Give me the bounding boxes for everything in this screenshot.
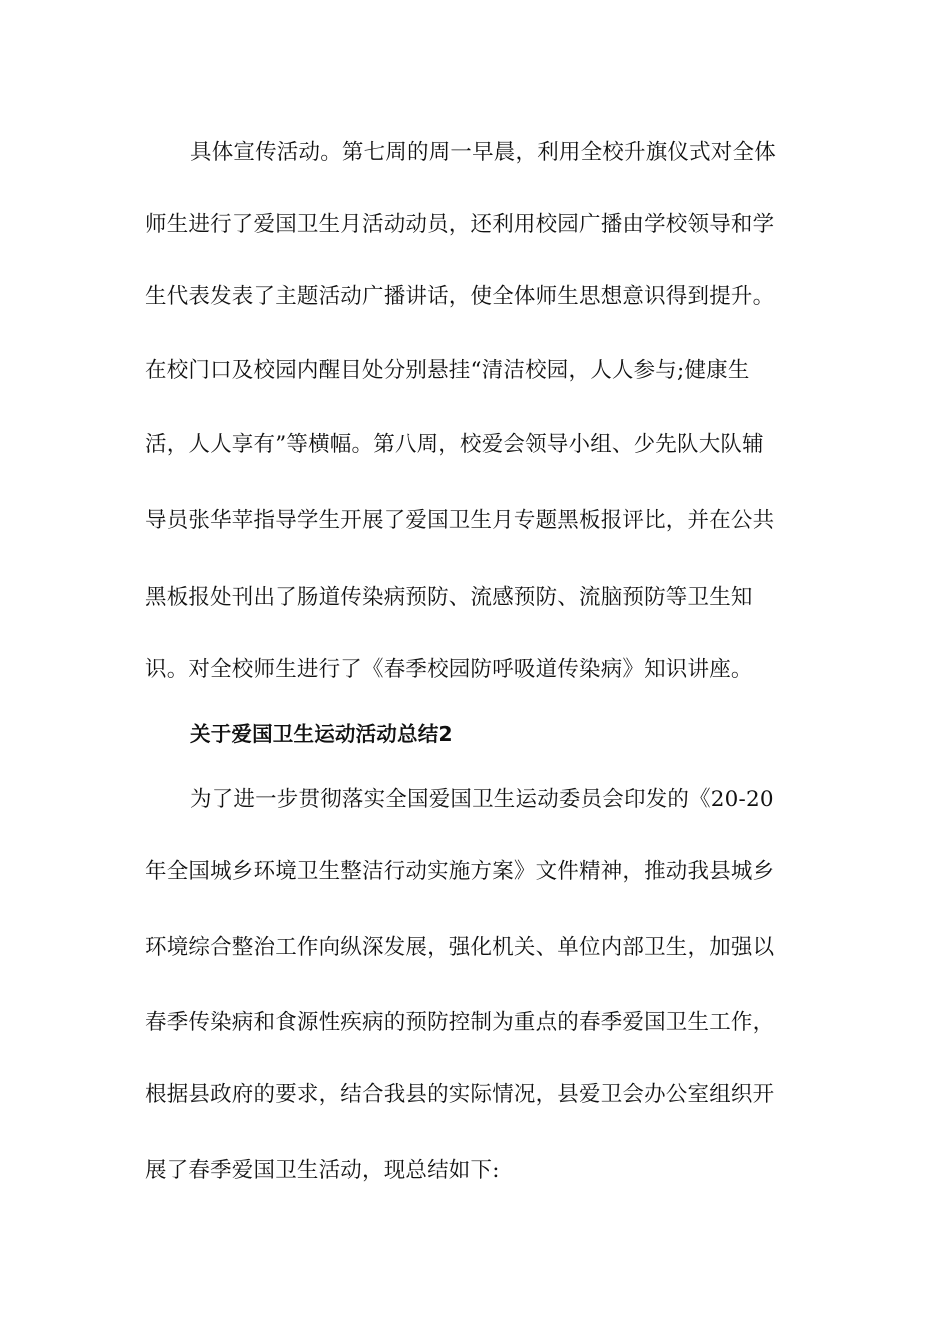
paragraph-2-line-3: 环境综合整治工作向纵深发展，强化机关、单位内部卫生，加强以 (145, 935, 775, 960)
paragraph-1-line-5: 活，人人享有”等横幅。第八周，校爱会领导小组、少先队大队辅 (145, 432, 764, 457)
paragraph-1-line-4: 在校门口及校园内醒目处分别悬挂“清洁校园，人人参与;健康生 (145, 358, 750, 383)
paragraph-1-line-8: 识。对全校师生进行了《春季校园防呼吸道传染病》知识讲座。 (145, 657, 753, 682)
paragraph-2-line-4: 春季传染病和食源性疾病的预防控制为重点的春季爱国卫生工作， (145, 1010, 775, 1035)
paragraph-1-line-2: 师生进行了爱国卫生月活动动员，还利用校园广播由学校领导和学 (145, 212, 775, 237)
paragraph-2-line-6: 展了春季爱国卫生活动，现总结如下: (145, 1158, 500, 1183)
paragraph-2-line-2: 年全国城乡环境卫生整洁行动实施方案》文件精神，推动我县城乡 (145, 859, 775, 884)
paragraph-1-line-1: 具体宣传活动。第七周的周一早晨，利用全校升旗仪式对全体 (190, 140, 776, 165)
paragraph-1-line-3: 生代表发表了主题活动广播讲话，使全体师生思想意识得到提升。 (145, 284, 775, 309)
paragraph-1-line-6: 导员张华苹指导学生开展了爱国卫生月专题黑板报评比，并在公共 (145, 508, 775, 533)
section-heading: 关于爱国卫生运动活动总结2 (190, 722, 453, 746)
paragraph-2-line-5: 根据县政府的要求，结合我县的实际情况，县爱卫会办公室组织开 (145, 1082, 775, 1107)
paragraph-2-line-1: 为了进一步贯彻落实全国爱国卫生运动委员会印发的《20-20 (190, 787, 774, 812)
paragraph-1-line-7: 黑板报处刊出了肠道传染病预防、流感预防、流脑预防等卫生知 (145, 585, 753, 610)
